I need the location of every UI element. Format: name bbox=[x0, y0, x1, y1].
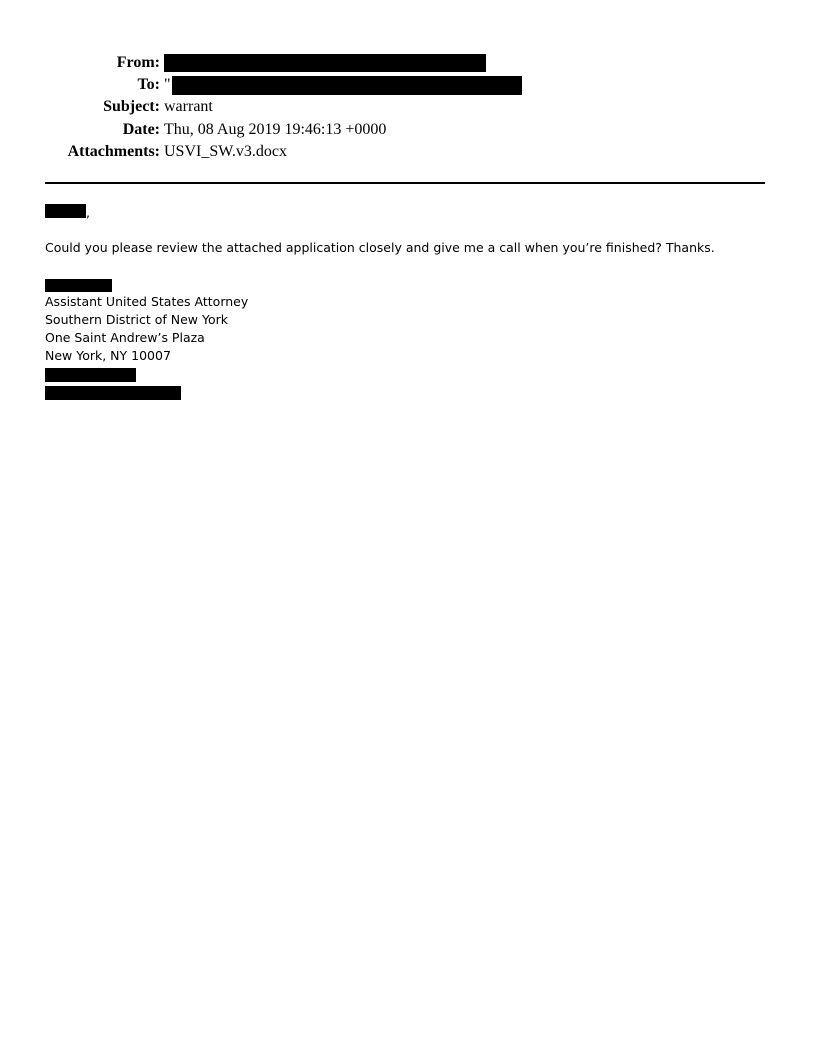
subject-row bbox=[0, 96, 816, 118]
attachments-value: USVI_SW.v3.docx bbox=[164, 142, 287, 160]
attachments-label: Attachments: bbox=[67, 142, 160, 160]
date-label: Date: bbox=[122, 120, 160, 138]
attachments-row bbox=[0, 141, 816, 163]
subject-label: Subject: bbox=[103, 98, 160, 116]
email-header bbox=[0, 52, 816, 163]
greeting-comma: , bbox=[86, 205, 90, 220]
from-redaction bbox=[164, 54, 486, 72]
signature-title: Assistant United States Attorney bbox=[45, 294, 249, 309]
signature-phone-redaction bbox=[45, 368, 136, 382]
signature-office: Southern District of New York bbox=[45, 312, 228, 327]
message-text: Could you please review the attached application closely and give me a call when you’re finished? Thanks. bbox=[45, 240, 715, 255]
greeting-name-redaction bbox=[45, 204, 86, 218]
to-row bbox=[0, 74, 816, 96]
to-quote-mark: " bbox=[164, 76, 171, 94]
signature-name-redaction bbox=[45, 279, 112, 292]
to-label: To: bbox=[137, 76, 160, 94]
date-row bbox=[0, 119, 816, 141]
signature-email-redaction bbox=[45, 386, 181, 400]
header-divider bbox=[45, 182, 765, 184]
date-value: Thu, 08 Aug 2019 19:46:13 +0000 bbox=[164, 120, 387, 138]
signature-address-line2: New York, NY 10007 bbox=[45, 348, 171, 363]
from-label: From: bbox=[116, 54, 160, 71]
from-row bbox=[0, 52, 816, 74]
greeting-line bbox=[45, 204, 90, 222]
signature-address-line1: One Saint Andrew’s Plaza bbox=[45, 330, 205, 345]
subject-value: warrant bbox=[164, 98, 213, 116]
to-redaction bbox=[172, 76, 522, 95]
